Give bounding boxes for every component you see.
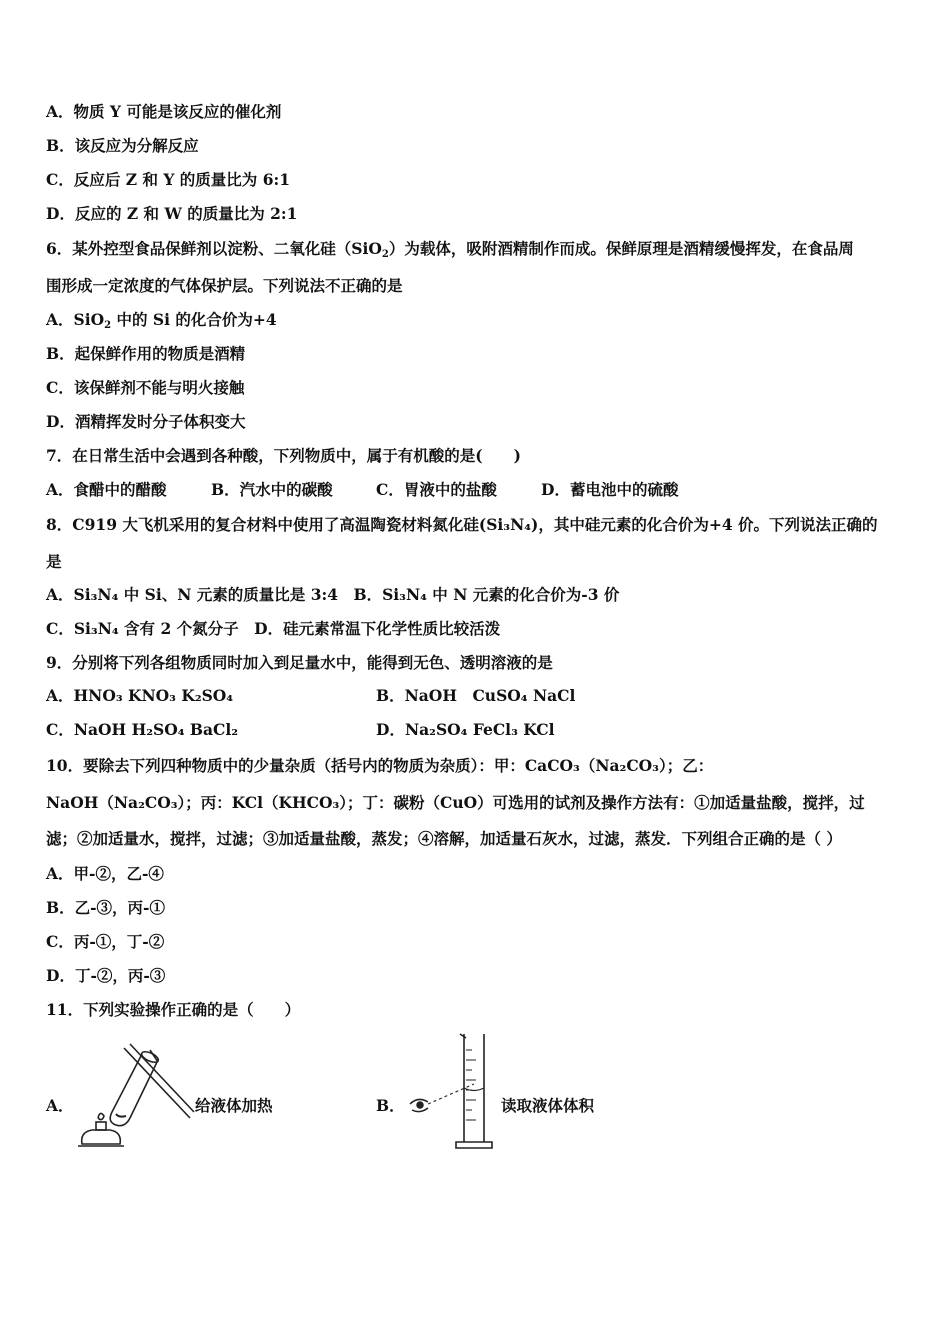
eye-icon — [410, 1099, 428, 1111]
q6-stem-part2: ）为载体，吸附酒精制作而成。保鲜原理是酒精缓慢挥发，在食品周 — [388, 239, 854, 258]
q10-option-b: B．乙-③，丙-① — [46, 898, 165, 917]
liquid-heating-illustration — [72, 1040, 197, 1152]
q10-stem-line1: 10．要除去下列四种物质中的少量杂质（括号内的物质为杂质）：甲：CaCO₃（Na₂CO₃）；乙： — [46, 756, 714, 775]
q8-stem-line2: 是 — [46, 552, 62, 571]
q9-option-b: B．NaOH CuSO₄ NaCl — [376, 686, 576, 705]
q5-option-c: C．反应后 Z 和 Y 的质量比为 6:1 — [46, 170, 290, 189]
q7-option-b: B．汽水中的碳酸 — [211, 480, 333, 499]
q9-option-c: C．NaOH H₂SO₄ BaCl₂ — [46, 720, 239, 739]
q8-options-ab: A．Si₃N₄ 中 Si、N 元素的质量比是 3:4 B．Si₃N₄ 中 N 元素的化合价为-3 价 — [46, 585, 620, 604]
q10-option-c: C．丙-①，丁-② — [46, 932, 165, 951]
q6-option-a-post: 中的 Si 的化合价为+4 — [111, 310, 277, 329]
test-tube-icon — [110, 1050, 160, 1126]
q7-option-c: C．胃液中的盐酸 — [376, 480, 497, 499]
q7-option-a: A．食醋中的醋酸 — [46, 480, 167, 499]
q8-stem-line1: 8．C919 大飞机采用的复合材料中使用了高温陶瓷材料氮化硅(Si₃N₄)，其中硅元素的化合价为+4 价。下列说法正确的 — [46, 515, 878, 534]
q11-stem: 11．下列实验操作正确的是（ ） — [46, 1000, 301, 1019]
q6-stem-subscript: 2 — [381, 249, 389, 260]
alcohol-lamp-icon — [78, 1113, 124, 1146]
q6-option-d: D．酒精挥发时分子体积变大 — [46, 412, 246, 431]
q5-option-b: B．该反应为分解反应 — [46, 136, 199, 155]
sight-line — [428, 1084, 474, 1104]
q6-stem-line2: 围形成一定浓度的气体保护层。下列说法不正确的是 — [46, 276, 403, 295]
q6-option-a — [46, 310, 277, 330]
q6-stem-line1 — [46, 239, 854, 259]
q6-option-c: C．该保鲜剂不能与明火接触 — [46, 378, 245, 397]
q7-stem: 7．在日常生活中会遇到各种酸，下列物质中，属于有机酸的是( ) — [46, 446, 521, 465]
q9-option-d: D．Na₂SO₄ FeCl₃ KCl — [376, 720, 555, 739]
q7-option-d: D．蓄电池中的硫酸 — [541, 480, 679, 499]
q10-stem-line2: NaOH（Na₂CO₃）；丙：KCl（KHCO₃）；丁：碳粉（CuO）可选用的试剂及操作方法有：①加适量盐酸，搅拌，过 — [46, 793, 865, 812]
volume-reading-illustration — [404, 1030, 504, 1150]
graduated-cylinder-icon — [456, 1034, 492, 1148]
q9-option-a: A．HNO₃ KNO₃ K₂SO₄ — [46, 686, 234, 705]
q11-option-b-text: 读取液体体积 — [501, 1096, 595, 1115]
q6-option-a-sub: 2 — [104, 320, 112, 331]
q8-options-cd: C．Si₃N₄ 含有 2 个氮分子 D．硅元素常温下化学性质比较活泼 — [46, 619, 501, 638]
q6-option-b: B．起保鲜作用的物质是酒精 — [46, 344, 246, 363]
q6-option-a-pre: A．SiO — [46, 310, 105, 329]
q11-option-a-text: 给液体加热 — [195, 1096, 273, 1115]
q6-stem-part1: 6．某外控型食品保鲜剂以淀粉、二氧化硅（SiO — [46, 239, 382, 258]
q9-stem: 9．分别将下列各组物质同时加入到足量水中，能得到无色、透明溶液的是 — [46, 653, 553, 672]
q11-option-b-label: B． — [376, 1096, 405, 1115]
q10-stem-line3: 滤；②加适量水，搅拌，过滤；③加适量盐酸，蒸发；④溶解，加适量石灰水，过滤，蒸发．下列组合正确的是（ ） — [46, 829, 842, 848]
q10-option-a: A．甲-②，乙-④ — [46, 864, 164, 883]
q5-option-d: D．反应的 Z 和 W 的质量比为 2:1 — [46, 204, 298, 223]
q5-option-a: A．物质 Y 可能是该反应的催化剂 — [46, 102, 282, 121]
q11-option-a-label: A． — [46, 1096, 74, 1115]
q10-option-d: D．丁-②，丙-③ — [46, 966, 166, 985]
